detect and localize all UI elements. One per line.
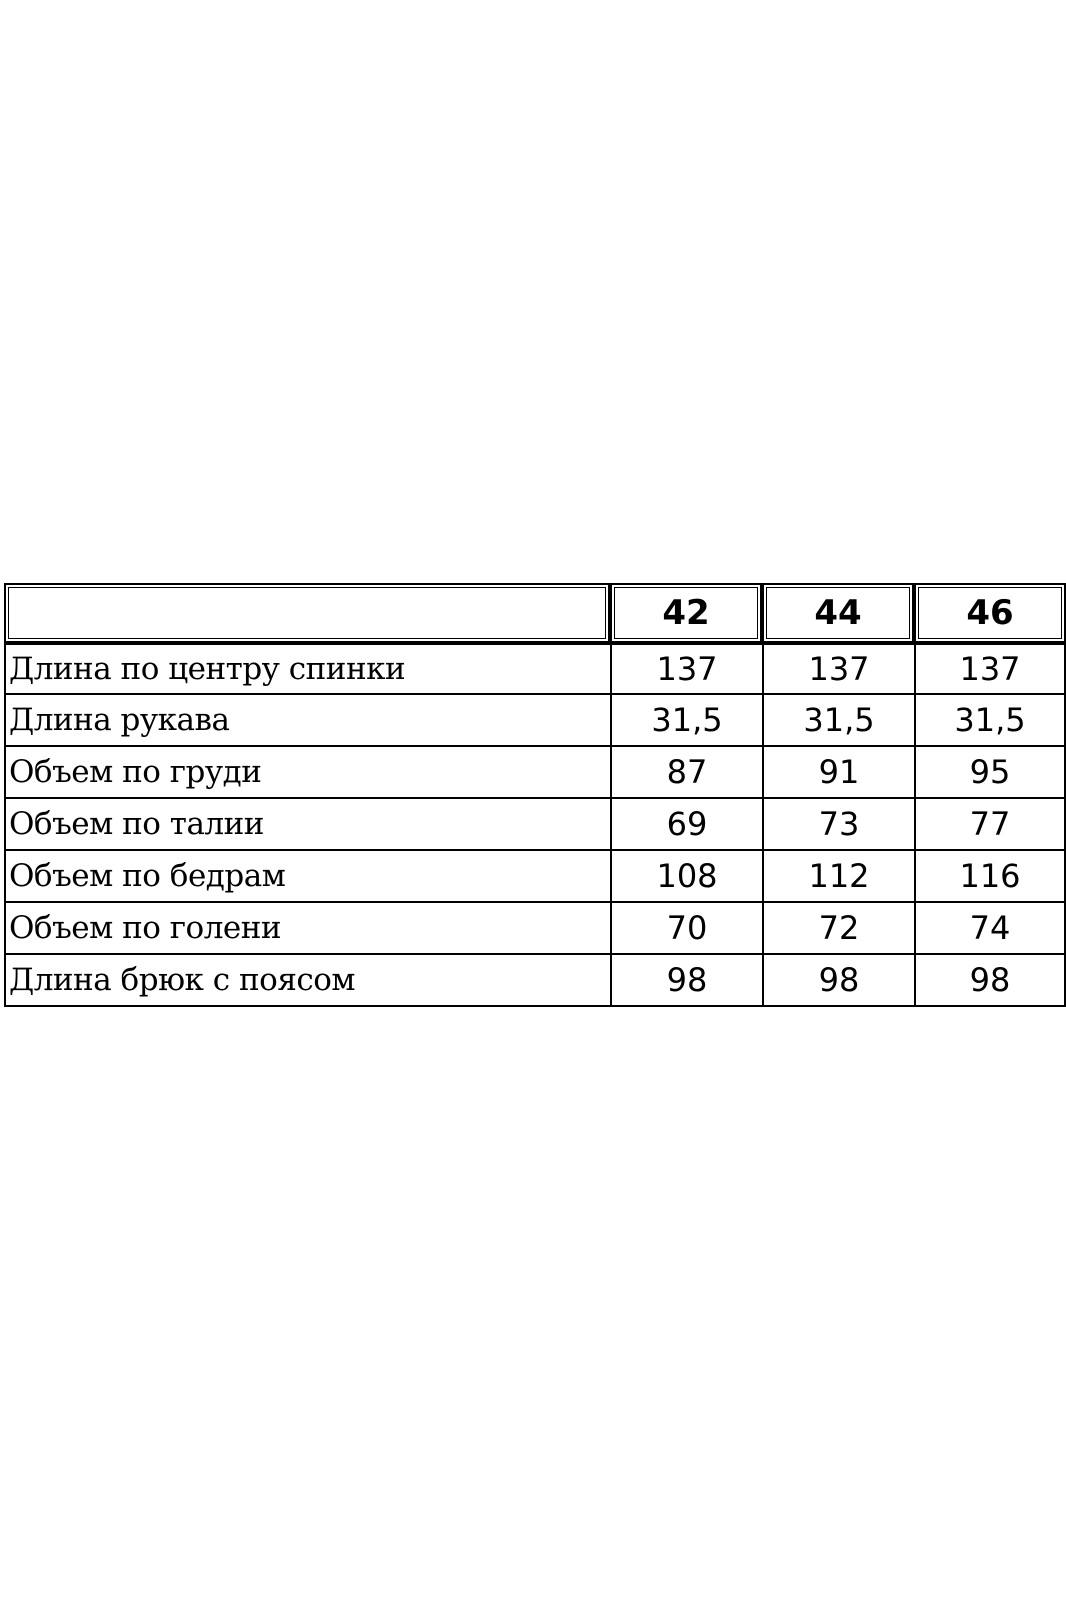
table-row [4,747,1066,799]
size-header-44: 44 [762,583,914,643]
measurement-value: 108 [610,851,762,903]
table-row [4,851,1066,903]
size-chart-table [4,583,1066,1007]
header-row [4,583,1066,643]
measurement-value: 77 [914,799,1066,851]
measurement-value: 137 [762,643,914,695]
measurement-value: 72 [762,903,914,955]
measurement-value: 74 [914,903,1066,955]
measurement-label: Длина рукава [4,695,610,747]
measurement-value: 98 [610,955,762,1007]
measurement-label: Объем по груди [4,747,610,799]
measurement-value: 98 [762,955,914,1007]
measurement-value: 87 [610,747,762,799]
measurement-value: 69 [610,799,762,851]
table-row [4,799,1066,851]
size-header-42: 42 [610,583,762,643]
measurement-value: 137 [610,643,762,695]
measurement-label: Объем по талии [4,799,610,851]
size-header-46: 46 [914,583,1066,643]
table-row [4,695,1066,747]
table-row [4,955,1066,1007]
measurement-value: 95 [914,747,1066,799]
measurement-value: 91 [762,747,914,799]
measurement-value: 98 [914,955,1066,1007]
measurement-label: Объем по голени [4,903,610,955]
table-row [4,643,1066,695]
measurement-value: 116 [914,851,1066,903]
measurement-value: 31,5 [914,695,1066,747]
measurement-value: 73 [762,799,914,851]
size-chart-header [4,583,1066,643]
header-empty-cell [4,583,610,643]
table-row [4,903,1066,955]
size-chart-body [4,643,1066,1007]
measurement-label: Длина по центру спинки [4,643,610,695]
measurement-value: 31,5 [762,695,914,747]
measurement-value: 112 [762,851,914,903]
measurement-value: 31,5 [610,695,762,747]
measurement-label: Объем по бедрам [4,851,610,903]
measurement-value: 70 [610,903,762,955]
measurement-label: Длина брюк с поясом [4,955,610,1007]
measurement-value: 137 [914,643,1066,695]
